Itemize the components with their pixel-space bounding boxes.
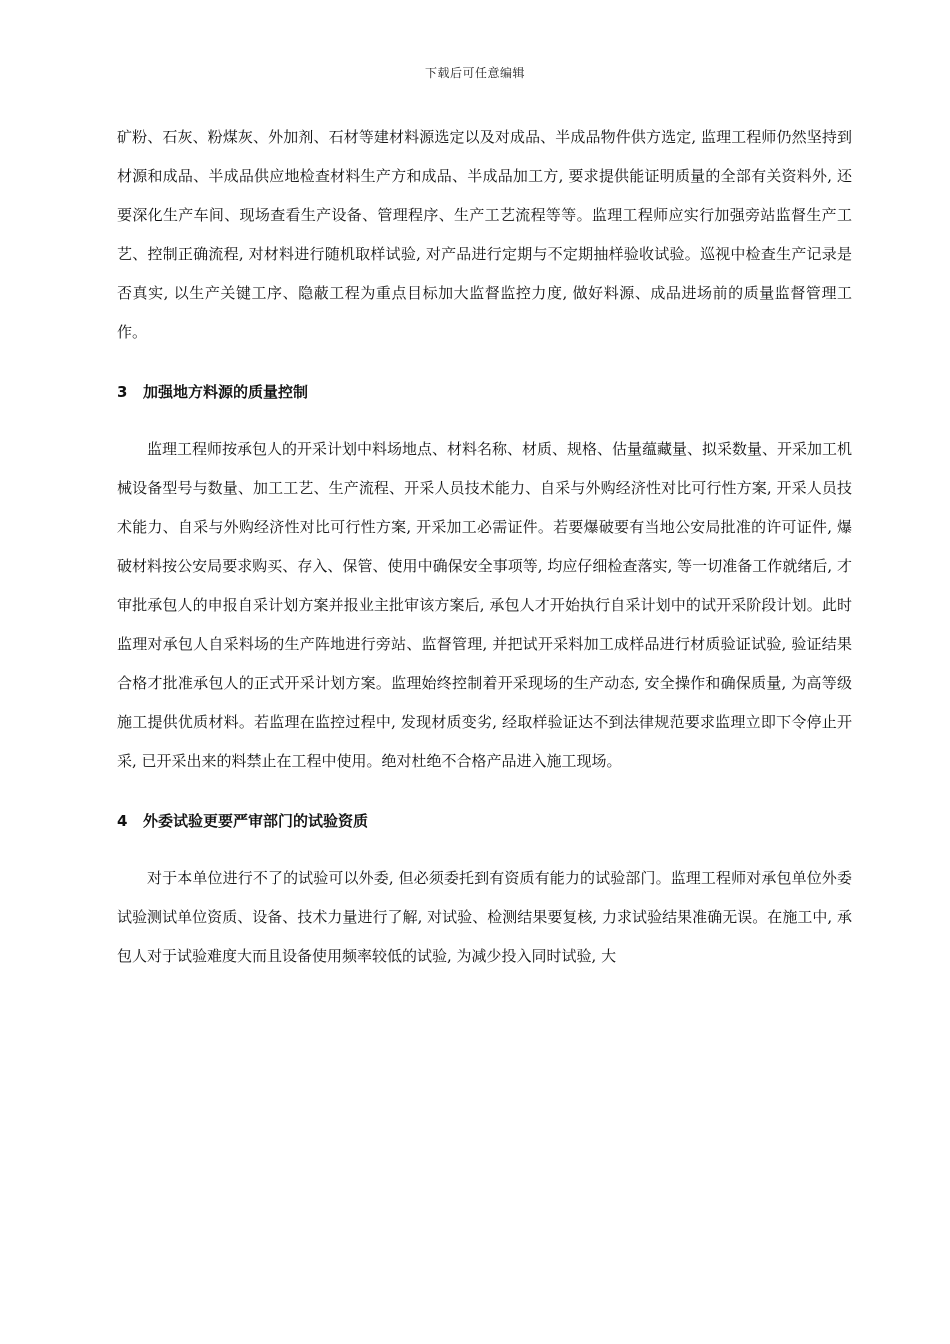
page-header: 下载后可任意编辑 bbox=[424, 66, 525, 80]
document-body bbox=[117, 118, 852, 976]
section-4-paragraph: 对于本单位进行不了的试验可以外委, 但必须委托到有资质有能力的试验部门。监理工程师对承包单位外委试验测试单位资质、设备、技术力量进行了解, 对试验、检测结果要复核, 力求试验结果准确无误。在施工中, 承包人对于试验难度大而且设备使用频率较低的试验, 为减少投入同时试验, 大 bbox=[117, 869, 852, 965]
section-3-number: 3 bbox=[117, 383, 128, 401]
section-4-number: 4 bbox=[117, 812, 128, 830]
section-3-paragraph: 监理工程师按承包人的开采计划中料场地点、材料名称、材质、规格、估量蕴藏量、拟采数量、开采加工机械设备型号与数量、加工工艺、生产流程、开采人员技术能力、自采与外购经济性对比可行性方案, 开采人员技术能力、自采与外购经济性对比可行性方案, 开采加工必需证件。若要爆破要有当地公安局批准的许可证件, 爆破材料按公安局要求购买、存入、保管、使用中确保安全事项等, 均应仔细检查落实, 等一切准备工作就绪后, 才审批承包人的申报自采计划方案并报业主批审该方案后, 承包人才开始执行自采计划中的试开采阶段计划。此时监理对承包人自采料场的生产阵地进行旁站、监督管理, 并把试开采料加工成样品进行材质验证试验, 验证结果合格才批准承包人的正式开采计划方案。监理始终控制着开采现场的生产动态, 安全操作和确保质量, 为高等级施工提供优质材料。若监理在监控过程中, 发现材质变劣, 经取样验证达不到法律规范要求监理立即下令停止开采, 已开采出来的料禁止在工程中使用。绝对杜绝不合格产品进入施工现场。 bbox=[117, 440, 853, 770]
section-3-heading bbox=[117, 380, 852, 404]
paragraph-1: 矿粉、石灰、粉煤灰、外加剂、石材等建材料源选定以及对成品、半成品物件供方选定, 监理工程师仍然坚持到材源和成品、半成品供应地检查材料生产方和成品、半成品加工方, 要求提供能证明质量的全部有关资料外, 还要深化生产车间、现场查看生产设备、管理程序、生产工艺流程等等。监理工程师应实行加强旁站监督生产工艺、控制正确流程, 对材料进行随机取样试验, 对产品进行定期与不定期抽样验收试验。巡视中检查生产记录是否真实, 以生产关键工序、隐蔽工程为重点目标加大监督监控力度, 做好料源、成品进场前的质量监督管理工作。 bbox=[117, 128, 852, 341]
section-4-heading bbox=[117, 809, 852, 833]
spacer bbox=[117, 781, 852, 789]
spacer bbox=[117, 352, 852, 360]
section-3-title: 加强地方料源的质量控制 bbox=[143, 383, 309, 401]
section-4-title: 外委试验更要严审部门的试验资质 bbox=[143, 812, 369, 830]
